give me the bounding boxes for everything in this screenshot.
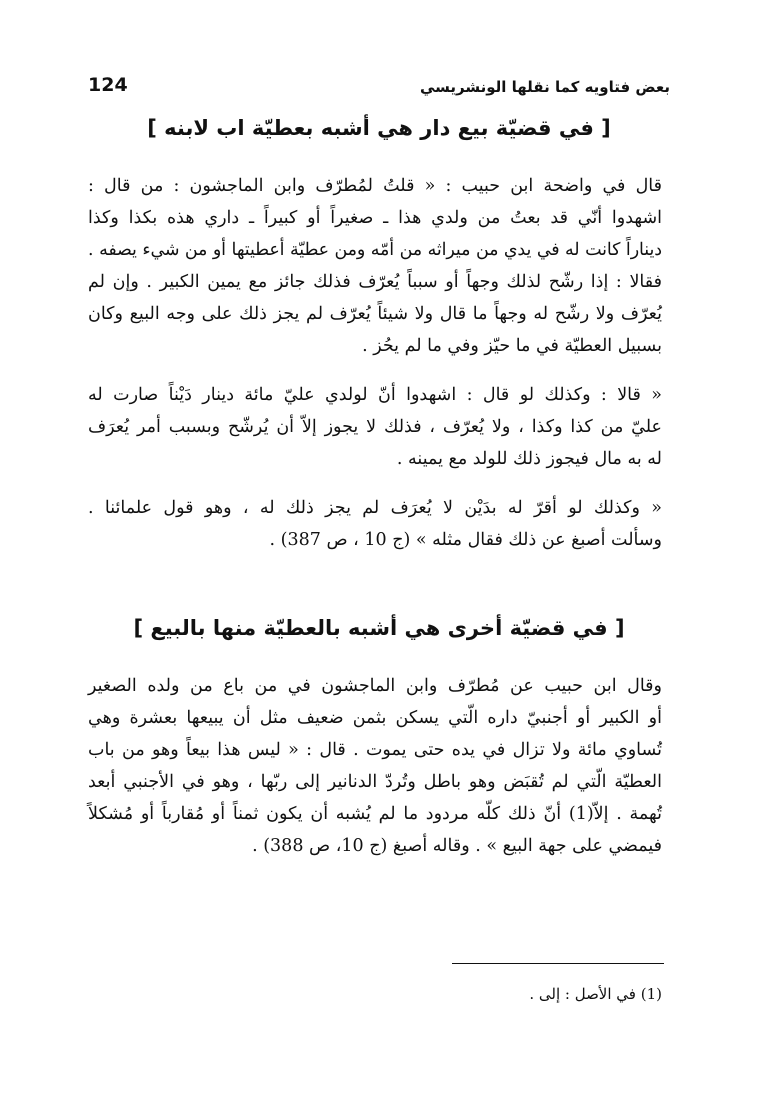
footnote: (1) في الأصل : إلى . (529, 985, 662, 1003)
section-1-line: « قالا : وكذلك لو قال : اشهدوا أنّ لولدي عليّ مائة دينار دَيْناً صارت له (88, 385, 662, 405)
section-2-line: تُهمة . إلاّ(1) أنّ ذلك كلّه مردود ما لم يُشبه أن يكون ثمناً أو مُقارباً أو مُشكلاً (88, 804, 662, 824)
section-1-line: له به مال فيجوز ذلك للولد مع يمينه . (396, 449, 662, 469)
section-1-line: بسبيل العطيّة في ما حيّز وفي ما لم يحُز . (362, 336, 662, 356)
section-2-line: العطيّة الّتي لم تُقبَض وهو باطل وتُردّ الدنانير إلى ربّها ، وهو في الأجنبي أبعد (88, 772, 662, 792)
section-heading-1: [ في قضيّة بيع دار هي أشبه بعطيّة اب لابنه ] (147, 116, 611, 140)
section-2-line: وقال ابن حبيب عن مُطرّف وابن الماجشون في من باع من ولده الصغير (88, 676, 662, 696)
running-title: بعض فتاويه كما نقلها الونشريسي (419, 78, 670, 96)
running-header (88, 72, 670, 102)
section-1-line: ديناراً كانت له في يدي من ميراثه من أمّه ومن عطيّة أعطيتها أو من شيء يصفه . (88, 240, 662, 260)
section-1-line: « وكذلك لو أقرّ له بدَيْن لا يُعرَف لم يجز ذلك له ، وهو قول علمائنا . (88, 498, 662, 518)
section-1-line: قال في واضحة ابن حبيب : « قلتُ لمُطرّف وابن الماجشون : من قال : (88, 176, 662, 196)
section-1-line: عليّ من كذا وكذا ، ولا يُعرّف ، فذلك لا يجوز إلاّ أن يُرشّح وبسبب أمر يُعرَف (88, 417, 662, 437)
section-1-line: اشهدوا أنّي قد بعتُ من ولدي هذا ـ صغيراً أو كبيراً ـ داري هذه بكذا وكذا (88, 208, 662, 228)
section-1-line: وسألت أصبغ عن ذلك فقال مثله » (ج 10 ، ص 387) . (269, 530, 662, 550)
page-number: 124 (88, 74, 128, 96)
section-1-line: يُعرّف ولا رشّح له وجهاً ما قال ولا شيئاً يُعرّف لم يجز ذلك على وجه البيع وكان (88, 304, 662, 324)
section-1-line: فقالا : إذا رشّح لذلك وجهاً أو سبباً يُعرّف فذلك جائز مع يمين الكبير . وإن لم (88, 272, 662, 292)
footnote-divider (452, 963, 664, 964)
section-2-line: فيمضي على جهة البيع » . وقاله أصبغ (ج 10، ص 388) . (252, 836, 662, 856)
section-2-line: أو الكبير أو أجنبيّ داره الّتي يسكن بثمن ضعيف مثل أن يبيعها بعشرة وهي (88, 708, 662, 728)
section-heading-2: [ في قضيّة أخرى هي أشبه بالعطيّة منها بالبيع ] (133, 616, 625, 640)
section-2-line: تُساوي مائة ولا تزال في يده حتى يموت . قال : « ليس هذا بيعاً وهو من باب (88, 740, 662, 760)
